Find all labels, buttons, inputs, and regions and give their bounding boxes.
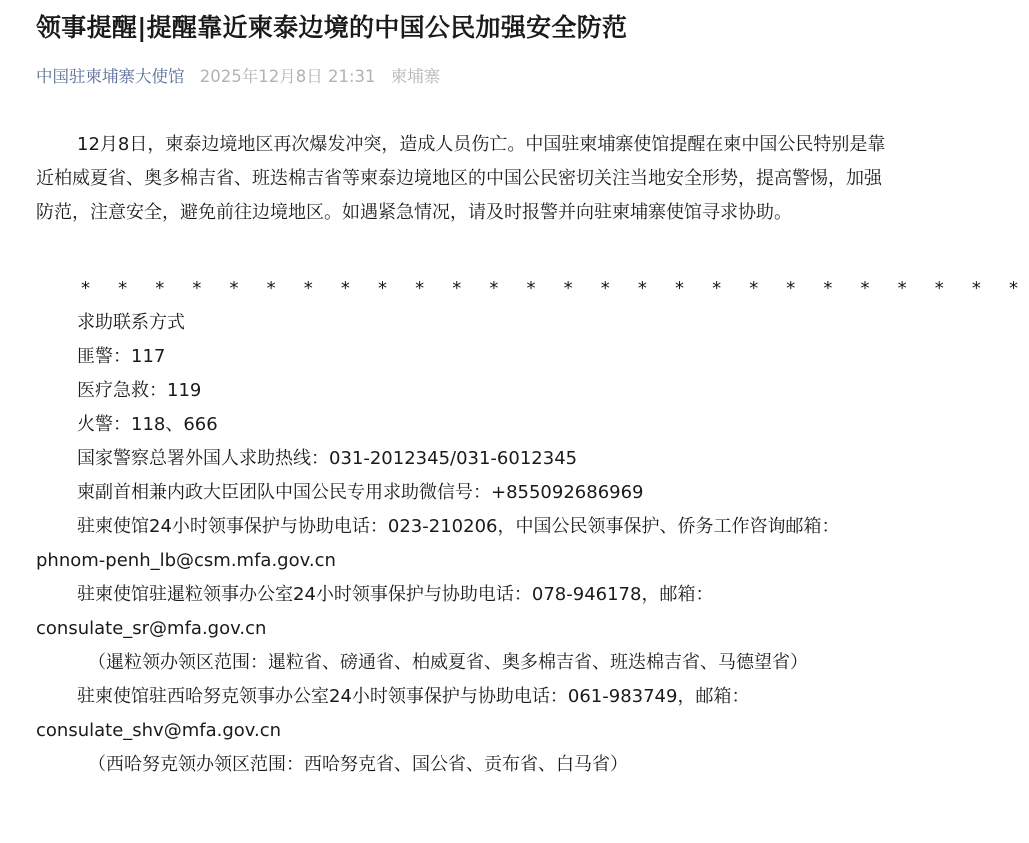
- siem-reap-jurisdiction: （暹粒领办领区范围：暹粒省、磅通省、柏威夏省、奥多棉吉省、班迭棉吉省、马德望省）: [88, 652, 808, 673]
- separator-line: * * * * * * * * * * * * * * * * * * * * * * * * * *: [81, 278, 1029, 299]
- contact-siem-reap-office: 驻柬使馆驻暹粒领事办公室24小时领事保护与协助电话：078-946178，邮箱：consulate_sr@mfa.gov.cn: [36, 584, 714, 639]
- article-meta: [36, 64, 440, 90]
- sihanoukville-jurisdiction: （西哈努克领办领区范围：西哈努克省、国公省、贡布省、白马省）: [88, 754, 628, 775]
- article-title: 领事提醒|提醒靠近柬泰边境的中国公民加强安全防范: [36, 13, 628, 42]
- account-name-link[interactable]: 中国驻柬埔寨大使馆: [36, 67, 185, 86]
- contact-sihanoukville-office: 驻柬使馆驻西哈努克领事办公室24小时领事保护与协助电话：061-983749，邮箱：consulate_shv@mfa.gov.cn: [36, 686, 750, 741]
- article-body: [36, 128, 1029, 782]
- contact-fire: 火警：118、666: [77, 414, 218, 435]
- contact-wechat: 柬副首相兼内政大臣团队中国公民专用求助微信号：+855092686969: [77, 482, 644, 503]
- contacts-heading: 求助联系方式: [77, 312, 185, 333]
- lead-paragraph: 12月8日，柬泰边境地区再次爆发冲突，造成人员伤亡。中国驻柬埔寨使馆提醒在柬中国公民特别是靠近柏威夏省、奥多棉吉省、班迭棉吉省等柬泰边境地区的中国公民密切关注当地安全形势，提高警惕，加强防范，注意安全，避免前往边境地区。如遇紧急情况，请及时报警并向驻柬埔寨使馆寻求协助。: [36, 134, 886, 223]
- publish-location: 柬埔寨: [390, 67, 441, 86]
- contact-police: 匪警：117: [77, 346, 166, 367]
- paragraph-spacer: [36, 230, 886, 272]
- contact-police-hotline: 国家警察总署外国人求助热线：031-2012345/031-6012345: [77, 448, 578, 469]
- contact-embassy: 驻柬使馆24小时领事保护与协助电话：023-210206，中国公民领事保护、侨务工作咨询邮箱：phnom-penh_lb@csm.mfa.gov.cn: [36, 516, 840, 571]
- publish-date: 2025年12月8日 21:31: [199, 67, 376, 86]
- contact-ambulance: 医疗急救：119: [77, 380, 202, 401]
